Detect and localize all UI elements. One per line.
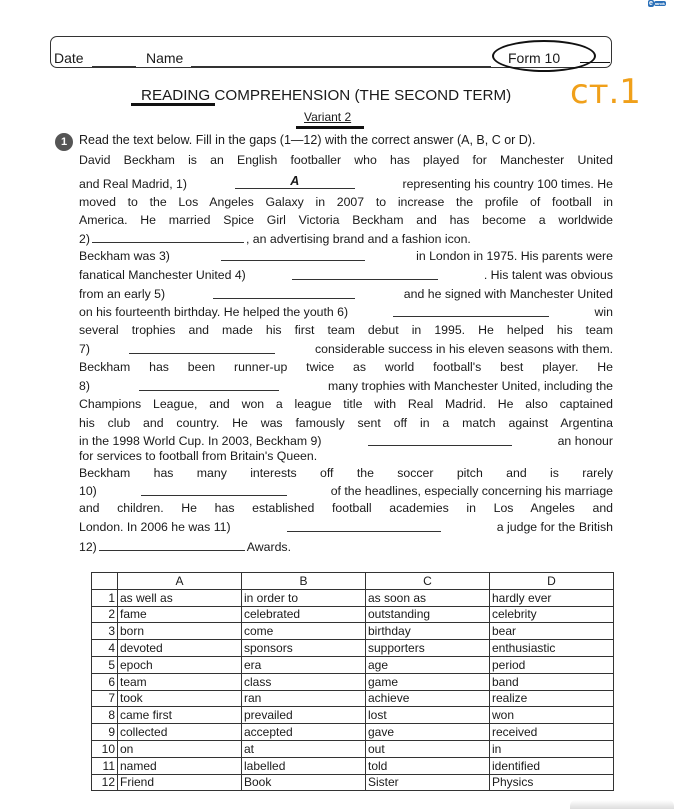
- date-label: Date: [54, 50, 84, 66]
- text-line: [79, 211, 613, 229]
- options-row: [92, 724, 614, 741]
- text-line: [79, 499, 613, 517]
- text-line-content: Champions League, and won a league title with Real Madrid. He also captained: [79, 397, 613, 411]
- handwritten-answer: A: [290, 174, 300, 188]
- text-line-before-gap: 2): [79, 232, 90, 246]
- name-field[interactable]: [191, 66, 491, 67]
- text-line-after-gap: . His talent was obvious: [483, 268, 613, 282]
- option-cell-b[interactable]: labelled: [242, 757, 366, 774]
- variant-underline-mark: [296, 126, 364, 129]
- answer-gap-21[interactable]: [99, 537, 245, 551]
- option-cell-c[interactable]: game: [366, 673, 490, 690]
- text-line: [79, 537, 613, 555]
- option-cell-c[interactable]: achieve: [366, 690, 490, 707]
- option-cell-c[interactable]: told: [366, 757, 490, 774]
- answer-gap-20[interactable]: [287, 518, 441, 532]
- options-row: [92, 673, 614, 690]
- options-row: [92, 707, 614, 724]
- handwritten-page-note: ст.1: [570, 72, 641, 112]
- option-cell-a[interactable]: fame: [118, 606, 242, 623]
- option-number-cell: 9: [92, 724, 118, 741]
- text-line-after-gap: , an advertising brand and a fashion icon.: [245, 232, 471, 246]
- option-cell-c[interactable]: Sister: [366, 774, 490, 791]
- option-cell-b[interactable]: in order to: [242, 589, 366, 606]
- text-line-after-gap: and he signed with Manchester United: [403, 287, 613, 301]
- option-cell-b[interactable]: Book: [242, 774, 366, 791]
- option-cell-d[interactable]: celebrity: [490, 606, 614, 623]
- text-line-content: several trophies and made his first team debut in 1995. He helped his team: [79, 323, 613, 337]
- option-cell-c[interactable]: out: [366, 740, 490, 757]
- option-cell-c[interactable]: birthday: [366, 623, 490, 640]
- text-line: [79, 285, 613, 303]
- name-label: Name: [146, 50, 184, 66]
- option-cell-a[interactable]: epoch: [118, 656, 242, 673]
- text-line: [79, 464, 613, 482]
- option-cell-a[interactable]: team: [118, 673, 242, 690]
- text-line-after-gap: considerable success in his eleven seasons with them.: [314, 342, 613, 356]
- text-line-content: Beckham has been runner-up twice as world football's best player. He: [79, 360, 613, 374]
- text-line: [79, 377, 613, 395]
- text-line-after-gap: representing his country 100 times. He: [402, 177, 613, 191]
- text-line-after-gap: Awards.: [246, 540, 291, 554]
- option-cell-a[interactable]: named: [118, 757, 242, 774]
- date-field[interactable]: [92, 66, 136, 67]
- options-row: [92, 589, 614, 606]
- answer-gap-5[interactable]: [221, 247, 365, 261]
- text-line-before-gap: and Real Madrid, 1): [79, 177, 187, 191]
- options-row: [92, 757, 614, 774]
- option-number-cell: 3: [92, 623, 118, 640]
- text-line: [79, 518, 613, 536]
- option-number-cell: 10: [92, 740, 118, 757]
- text-line: [79, 266, 613, 284]
- option-cell-d[interactable]: realize: [490, 690, 614, 707]
- option-number-cell: 12: [92, 774, 118, 791]
- option-cell-b[interactable]: ran: [242, 690, 366, 707]
- text-line-after-gap: in London in 1975. His parents were: [416, 249, 613, 263]
- text-line-content: moved to the Los Angeles Galaxy in 2007 to increase the profile of football in: [79, 195, 613, 209]
- option-cell-d[interactable]: Physics: [490, 774, 614, 791]
- text-line: [79, 340, 613, 358]
- text-line-before-gap: from an early 5): [79, 287, 166, 301]
- option-cell-c[interactable]: gave: [366, 724, 490, 741]
- text-line: [79, 447, 613, 465]
- option-cell-a[interactable]: as well as: [118, 589, 242, 606]
- text-line: [79, 175, 613, 193]
- text-line-before-gap: 7): [79, 342, 90, 356]
- options-row: [92, 640, 614, 657]
- answer-gap-8[interactable]: [393, 303, 549, 317]
- text-line-before-gap: London. In 2006 he was 11): [79, 520, 231, 534]
- options-row: [92, 690, 614, 707]
- text-line-after-gap: of the headlines, especially concerning his marriage: [330, 484, 613, 498]
- text-line-before-gap: Beckham was 3): [79, 249, 170, 263]
- option-cell-d[interactable]: enthusiastic: [490, 640, 614, 657]
- text-line: [79, 303, 613, 321]
- option-number-cell: 6: [92, 673, 118, 690]
- text-line-after-gap: an honour: [557, 434, 613, 448]
- option-cell-d[interactable]: band: [490, 673, 614, 690]
- option-cell-b[interactable]: sponsors: [242, 640, 366, 657]
- answer-gap-18[interactable]: [141, 482, 287, 496]
- option-number-cell: 8: [92, 707, 118, 724]
- option-number-cell: 1: [92, 589, 118, 606]
- option-cell-b[interactable]: celebrated: [242, 606, 366, 623]
- answer-gap-4[interactable]: [92, 229, 244, 243]
- publisher-logo-badge: e: [649, 0, 653, 7]
- option-cell-c[interactable]: lost: [366, 707, 490, 724]
- text-line-before-gap: 8): [79, 379, 90, 393]
- option-cell-a[interactable]: came first: [118, 707, 242, 724]
- text-line: [79, 358, 613, 376]
- option-cell-a[interactable]: Friend: [118, 774, 242, 791]
- option-cell-a[interactable]: took: [118, 690, 242, 707]
- page-title: READING COMPREHENSION (THE SECOND TERM): [141, 87, 512, 104]
- option-number-cell: 11: [92, 757, 118, 774]
- text-line-content: America. He married Spice Girl Victoria Beckham and has become a worldwide: [79, 213, 613, 227]
- options-row: [92, 623, 614, 640]
- text-line: [79, 395, 613, 413]
- option-cell-b[interactable]: come: [242, 623, 366, 640]
- publisher-logo-name: ranok: [654, 1, 665, 6]
- options-row: [92, 774, 614, 791]
- option-number-cell: 2: [92, 606, 118, 623]
- options-row: [92, 656, 614, 673]
- option-cell-d[interactable]: won: [490, 707, 614, 724]
- text-line-content: his club and country. He was famously sent off in a match against Argentina: [79, 416, 613, 430]
- header-cell-d: D: [490, 573, 614, 590]
- answer-gap-15[interactable]: [368, 432, 512, 446]
- answer-options-table: [91, 572, 614, 791]
- option-cell-c[interactable]: age: [366, 656, 490, 673]
- answer-gap-1[interactable]: [235, 175, 355, 189]
- header-cell-c: C: [366, 573, 490, 590]
- answer-gap-6[interactable]: [292, 266, 438, 280]
- option-cell-b[interactable]: prevailed: [242, 707, 366, 724]
- text-line-before-gap: on his fourteenth birthday. He helped the youth 6): [79, 305, 349, 319]
- option-cell-a[interactable]: devoted: [118, 640, 242, 657]
- text-line-after-gap: a judge for the British: [496, 520, 613, 534]
- option-cell-b[interactable]: at: [242, 740, 366, 757]
- option-cell-a[interactable]: collected: [118, 724, 242, 741]
- variant-label: Variant 2: [304, 110, 352, 124]
- form-label: Form 10: [508, 50, 561, 66]
- option-cell-d[interactable]: identified: [490, 757, 614, 774]
- text-line-content: and children. He has established football academies in Los Angeles and: [79, 501, 613, 515]
- text-line-before-gap: 10): [79, 484, 97, 498]
- form-circle-mark: [492, 40, 596, 72]
- publisher-logo: [648, 0, 666, 7]
- option-cell-d[interactable]: received: [490, 724, 614, 741]
- answer-gap-10[interactable]: [129, 340, 275, 354]
- answer-gap-7[interactable]: [213, 285, 355, 299]
- text-line: [79, 193, 613, 211]
- text-line-before-gap: fanatical Manchester United 4): [79, 268, 246, 282]
- option-number-cell: 4: [92, 640, 118, 657]
- title-underline-mark: [131, 103, 215, 106]
- text-line-before-gap: 12): [79, 540, 97, 554]
- text-line: [79, 414, 613, 432]
- option-cell-c[interactable]: outstanding: [366, 606, 490, 623]
- text-line: [79, 321, 613, 339]
- option-number-cell: 5: [92, 656, 118, 673]
- option-cell-b[interactable]: class: [242, 673, 366, 690]
- header-cell-b: B: [242, 573, 366, 590]
- text-line: [79, 151, 613, 169]
- text-line-content: Beckham has many interests off the soccer pitch and is rarely: [79, 466, 613, 480]
- option-cell-c[interactable]: supporters: [366, 640, 490, 657]
- options-row: [92, 740, 614, 757]
- text-line-after-gap: many trophies with Manchester United, including the: [327, 379, 613, 393]
- options-header-row: [92, 573, 614, 590]
- page-corner-shadow: [570, 800, 674, 809]
- option-cell-d[interactable]: bear: [490, 623, 614, 640]
- option-cell-c[interactable]: as soon as: [366, 589, 490, 606]
- text-line-content: David Beckham is an English footballer who has played for Manchester United: [79, 153, 613, 167]
- text-line: [79, 229, 613, 247]
- text-line-after-gap: win: [594, 305, 613, 319]
- answer-gap-12[interactable]: [139, 377, 279, 391]
- option-cell-d[interactable]: period: [490, 656, 614, 673]
- options-row: [92, 606, 614, 623]
- text-line-before-gap: in the 1998 World Cup. In 2003, Beckham 9): [79, 434, 322, 448]
- option-number-cell: 7: [92, 690, 118, 707]
- text-line: [79, 482, 613, 500]
- option-cell-a[interactable]: born: [118, 623, 242, 640]
- option-cell-b[interactable]: accepted: [242, 724, 366, 741]
- option-cell-b[interactable]: era: [242, 656, 366, 673]
- task-number-badge: 1: [55, 133, 73, 151]
- text-line-content: for services to football from Britain's Queen.: [79, 449, 318, 463]
- text-line: [79, 247, 613, 265]
- option-cell-d[interactable]: hardly ever: [490, 589, 614, 606]
- option-cell-a[interactable]: on: [118, 740, 242, 757]
- task-instruction: Read the text below. Fill in the gaps (1—12) with the correct answer (A, B, C or D).: [79, 133, 536, 147]
- header-cell-blank: [92, 573, 118, 590]
- header-cell-a: A: [118, 573, 242, 590]
- option-cell-d[interactable]: in: [490, 740, 614, 757]
